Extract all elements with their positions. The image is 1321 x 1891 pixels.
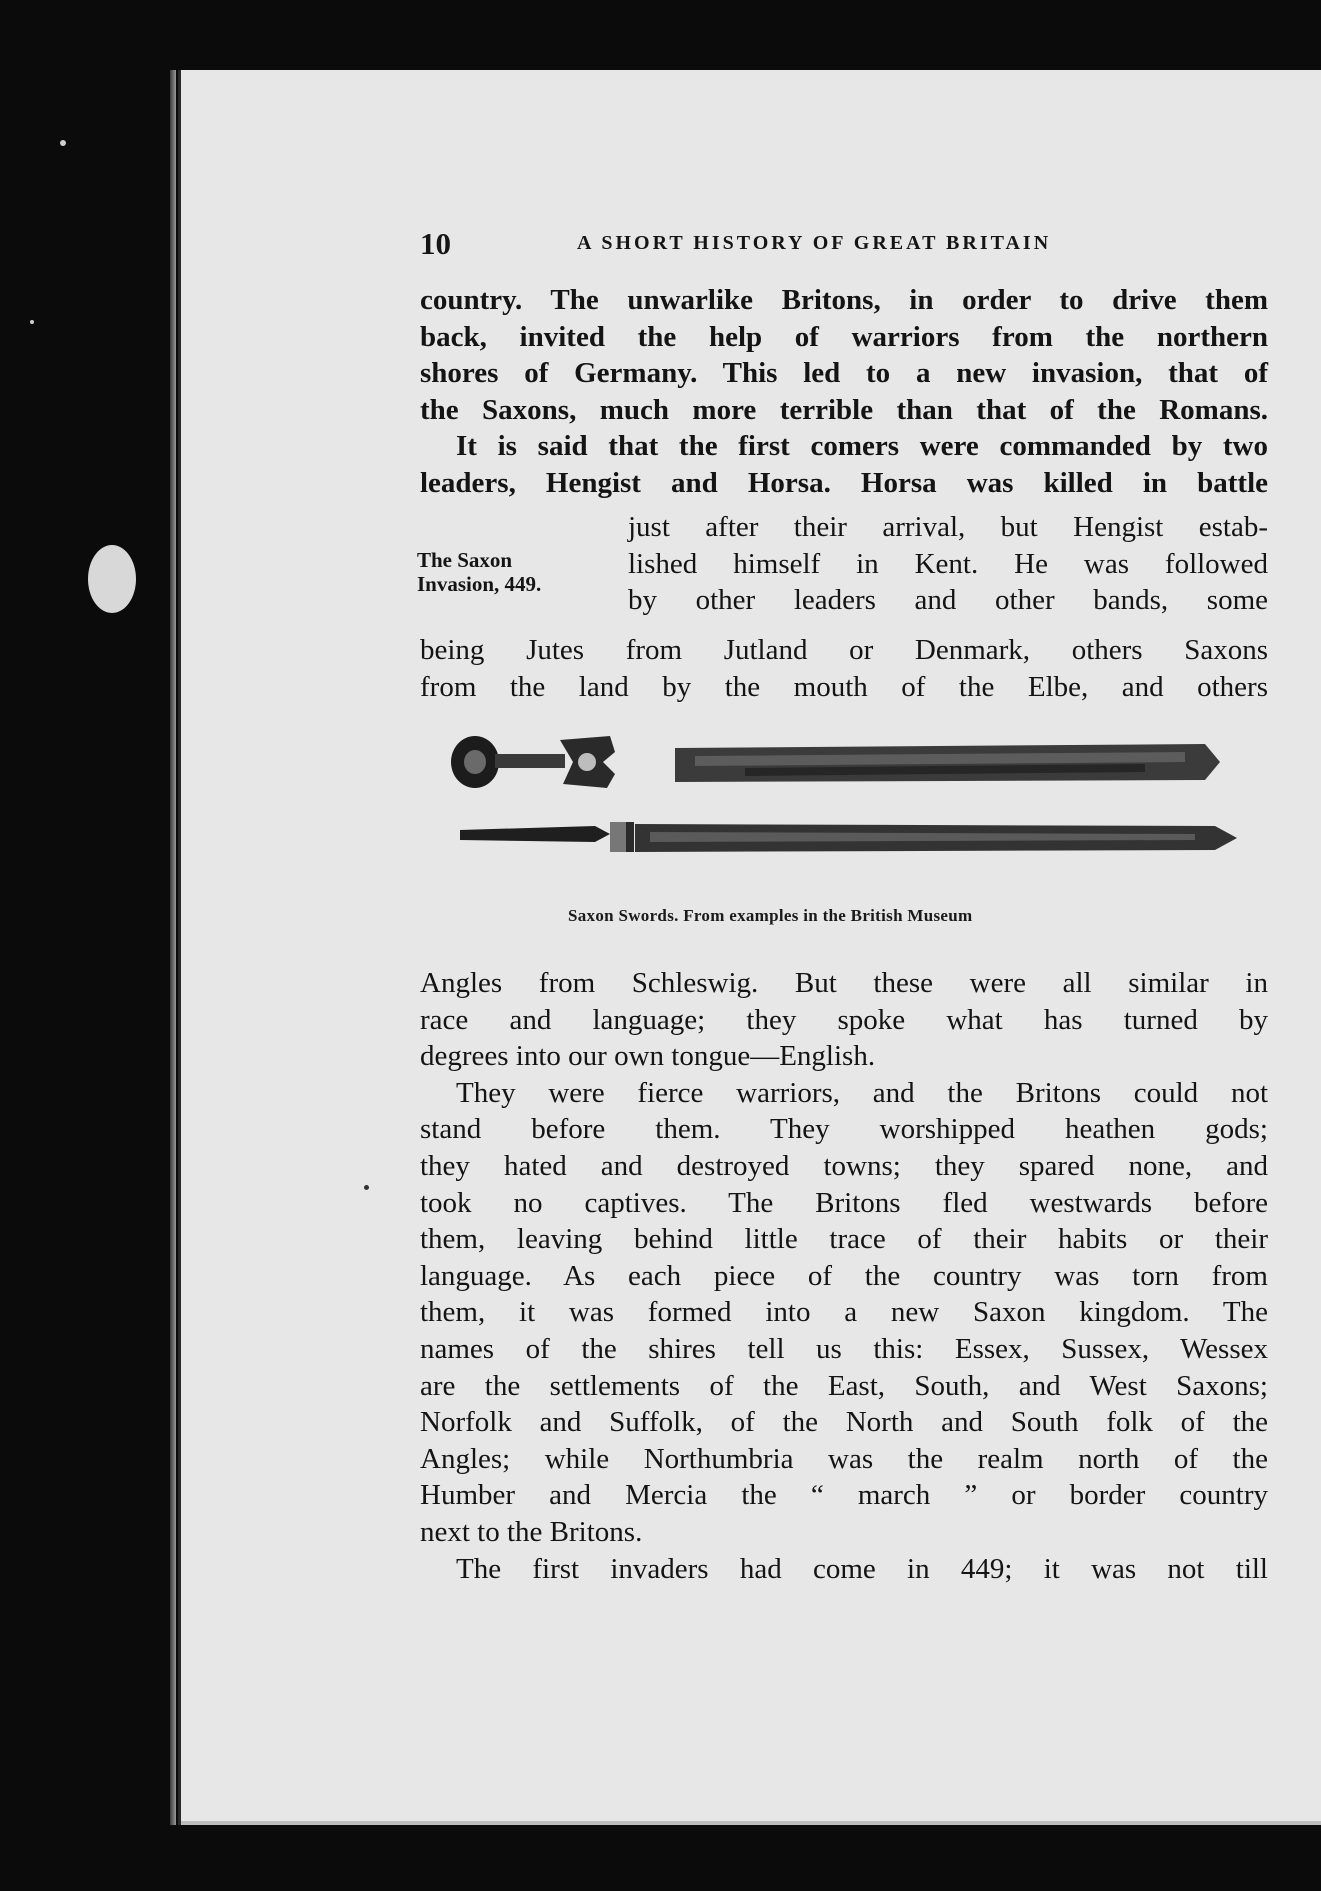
text-line: by other leaders and other bands, some <box>628 584 1268 617</box>
lower-sword <box>460 822 1237 852</box>
text-line: from the land by the mouth of the Elbe, and others <box>420 670 1268 703</box>
text-line: It is said that the first comers were commanded by two <box>456 430 1268 463</box>
scan-artifact <box>30 320 34 324</box>
figure-caption: Saxon Swords. From examples in the British Museum <box>568 906 973 925</box>
text-line: stand before them. They worshipped heathen gods; <box>420 1113 1268 1146</box>
top-paragraphs <box>420 282 1268 502</box>
sidenote-line: Invasion, 449. <box>417 572 542 596</box>
text-line: back, invited the help of warriors from the northern <box>420 320 1268 353</box>
text-line: are the settlements of the East, South, and West Saxons; <box>420 1369 1268 1402</box>
narrow-paragraph <box>628 509 1268 619</box>
text-line: leaders, Hengist and Horsa. Horsa was killed in battle <box>420 466 1268 499</box>
margin-sidenote <box>417 548 587 596</box>
page-edge <box>170 70 176 1825</box>
text-line: The first invaders had come in 449; it was not till <box>456 1552 1268 1585</box>
bottom-paragraphs <box>420 965 1268 1587</box>
sidenote-line: The Saxon <box>417 548 513 572</box>
running-head <box>420 226 1268 266</box>
saxon-swords-illustration <box>445 722 1245 892</box>
text-line: language. As each piece of the country was torn from <box>420 1259 1268 1292</box>
text-line: being Jutes from Jutland or Denmark, others Saxons <box>420 634 1268 666</box>
text-line: Norfolk and Suffolk, of the North and South folk of the <box>420 1406 1268 1439</box>
text-line: lished himself in Kent. He was followed <box>628 547 1268 580</box>
text-line: degrees into our own tongue—English. <box>420 1040 876 1073</box>
scan-artifact <box>364 1185 369 1190</box>
text-line: race and language; they spoke what has turned by <box>420 1003 1268 1036</box>
scan-artifact <box>88 545 136 613</box>
running-title: A SHORT HISTORY OF GREAT BRITAIN <box>577 232 1052 254</box>
text-line: the Saxons, much more terrible than that of the Romans. <box>420 393 1268 426</box>
scan-artifact <box>60 140 66 146</box>
page-number: 10 <box>420 226 451 261</box>
text-line: them, it was formed into a new Saxon kingdom. The <box>420 1296 1268 1329</box>
text-line: country. The unwarlike Britons, in order to drive them <box>420 284 1268 316</box>
upper-sword-blade <box>675 744 1220 782</box>
text-line: shores of Germany. This led to a new invasion, that of <box>420 357 1268 390</box>
text-line: Humber and Mercia the “ march ” or border country <box>420 1479 1268 1512</box>
text-line: names of the shires tell us this: Essex, Sussex, Wessex <box>420 1332 1268 1365</box>
text-line: took no captives. The Britons fled westwards before <box>420 1186 1268 1219</box>
text-line: next to the Britons. <box>420 1515 643 1548</box>
text-line: They were fierce warriors, and the Britons could not <box>456 1076 1268 1109</box>
text-line: them, leaving behind little trace of their habits or their <box>420 1223 1268 1256</box>
text-line: Angles from Schleswig. But these were all similar in <box>420 967 1268 999</box>
text-line: just after their arrival, but Hengist estab- <box>628 511 1268 543</box>
mid-paragraph <box>420 632 1268 705</box>
text-line: they hated and destroyed towns; they spared none, and <box>420 1149 1268 1182</box>
upper-sword-hilt <box>451 736 615 788</box>
text-line: Angles; while Northumbria was the realm north of the <box>420 1442 1268 1475</box>
